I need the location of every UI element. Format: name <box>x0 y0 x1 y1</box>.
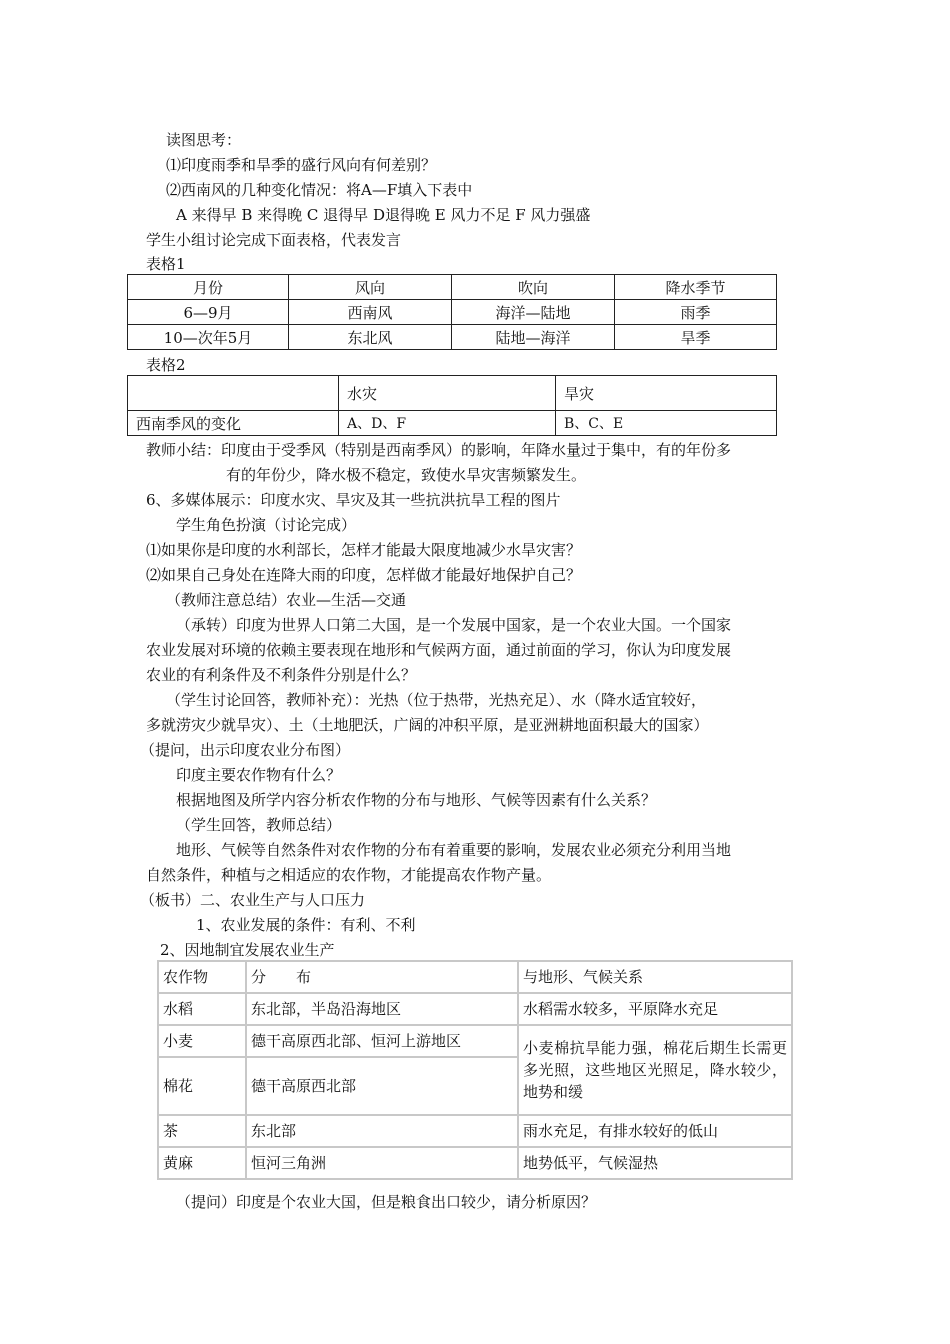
table-header: 风向 <box>289 275 452 300</box>
table-header: 吹向 <box>452 275 615 300</box>
group-discussion-line: 学生小组讨论完成下面表格，代表发言 <box>146 231 402 249</box>
table-row <box>158 961 792 993</box>
table-cell: A、D、F <box>339 411 556 436</box>
table-cell: 棉花 <box>158 1057 246 1115</box>
table-cell: 6—9月 <box>128 300 289 325</box>
table-cell: 海洋—陆地 <box>452 300 615 325</box>
table-cell: 德干高原西北部、恒河上游地区 <box>246 1025 518 1057</box>
table-cell: 小麦 <box>158 1025 246 1057</box>
table-cell: 西南季风的变化 <box>128 411 339 436</box>
question-line: 根据地图及所学内容分析农作物的分布与地形、气候等因素有什么关系？ <box>176 791 657 809</box>
table-row <box>128 325 777 350</box>
table-row <box>128 300 777 325</box>
table-cell: 西南风 <box>289 300 452 325</box>
board-item-1: 1、农业发展的条件：有利、不利 <box>196 916 416 934</box>
teacher-summary-cont: 有的年份少，降水极不稳定，致使水旱灾害频繁发生。 <box>226 466 587 484</box>
role-question-1: ⑴如果你是印度的水利部长，怎样才能最大限度地减少水旱灾害？ <box>146 541 582 559</box>
transition-line: （承转）印度为世界人口第二大国，是一个发展中国家，是一个农业大国。一个国家 <box>176 616 732 634</box>
table-cell: 小麦棉抗旱能力强，棉花后期生长需更多光照，这些地区光照足，降水较少，地势和缓 <box>518 1025 792 1115</box>
table-header: 水灾 <box>339 376 556 411</box>
table-row <box>128 376 777 411</box>
paragraph-line: 自然条件，种植与之相适应的农作物，才能提高农作物产量。 <box>146 866 552 884</box>
prompt-heading: 读图思考： <box>166 131 242 149</box>
table-header: 分 布 <box>246 961 518 993</box>
table-cell: 黄麻 <box>158 1147 246 1179</box>
teacher-summary: 教师小结：印度由于受季风（特别是西南季风）的影响，年降水量过于集中，有的年份多 <box>146 441 732 459</box>
table-cell: 地势低平，气候湿热 <box>518 1147 792 1179</box>
paragraph-line: 农业发展对环境的依赖主要表现在地形和气候两方面，通过前面的学习，你认为印度发展 <box>146 641 732 659</box>
table-cell: 水稻需水较多，平原降水充足 <box>518 993 792 1025</box>
table-cell: 10—次年5月 <box>128 325 289 350</box>
table-cell: B、C、E <box>556 411 777 436</box>
board-heading: （板书）二、农业生产与人口压力 <box>140 891 366 909</box>
table-cell: 恒河三角洲 <box>246 1147 518 1179</box>
board-item-2: 2、因地制宜发展农业生产 <box>160 941 335 959</box>
paragraph-line: 多就涝灾少就旱灾）、土（土地肥沃，广阔的冲积平原，是亚洲耕地面积最大的国家） <box>146 716 709 734</box>
table1-caption: 表格1 <box>146 255 186 273</box>
table-header: 月份 <box>128 275 289 300</box>
table-cell: 雨水充足，有排水较好的低山 <box>518 1115 792 1147</box>
question-1: ⑴印度雨季和旱季的盛行风向有何差别？ <box>166 156 437 174</box>
answer-note: （学生回答，教师总结） <box>176 816 342 834</box>
paragraph-line: 农业的有利条件及不利条件分别是什么？ <box>146 666 417 684</box>
table-cell: 东北部，半岛沿海地区 <box>246 993 518 1025</box>
table-row <box>158 1025 792 1057</box>
table-row <box>128 275 777 300</box>
table-header: 旱灾 <box>556 376 777 411</box>
question-2: ⑵西南风的几种变化情况：将A—F填入下表中 <box>166 181 473 199</box>
table-cell: 陆地—海洋 <box>452 325 615 350</box>
table-header <box>128 376 339 411</box>
table-cell: 德干高原西北部 <box>246 1057 518 1115</box>
role-question-2: ⑵如果自己身处在连降大雨的印度，怎样做才能最好地保护自己？ <box>146 566 582 584</box>
teacher-note: （教师注意总结）农业—生活—交通 <box>166 591 407 609</box>
table-header: 与地形、气候关系 <box>518 961 792 993</box>
table-header: 农作物 <box>158 961 246 993</box>
table-cell: 水稻 <box>158 993 246 1025</box>
table-cell: 东北风 <box>289 325 452 350</box>
multimedia-line: 6、多媒体展示：印度水灾、旱灾及其一些抗洪抗旱工程的图片 <box>146 491 561 509</box>
paragraph-line: 地形、气候等自然条件对农作物的分布有着重要的影响，发展农业必须充分利用当地 <box>176 841 732 859</box>
table3 <box>157 960 793 1180</box>
table-cell: 雨季 <box>615 300 777 325</box>
table-cell: 茶 <box>158 1115 246 1147</box>
table1 <box>127 274 777 350</box>
table-row <box>158 993 792 1025</box>
student-answer-line: （学生讨论回答，教师补充）：光热（位于热带，光热充足）、水（降水适宜较好， <box>166 691 707 709</box>
table-header: 降水季节 <box>615 275 777 300</box>
options-line: A 来得早 B 来得晚 C 退得早 D退得晚 E 风力不足 F 风力强盛 <box>176 206 591 224</box>
table-row <box>128 411 777 436</box>
question-prompt: （提问，出示印度农业分布图） <box>140 741 351 759</box>
table2-caption: 表格2 <box>146 356 186 374</box>
table-row <box>158 1147 792 1179</box>
role-play-line: 学生角色扮演（讨论完成） <box>176 516 357 534</box>
table-row <box>158 1115 792 1147</box>
question-line: 印度主要农作物有什么？ <box>176 766 342 784</box>
table2 <box>127 375 777 436</box>
table-cell: 东北部 <box>246 1115 518 1147</box>
table-cell: 旱季 <box>615 325 777 350</box>
final-question: （提问）印度是个农业大国，但是粮食出口较少，请分析原因？ <box>176 1193 597 1211</box>
